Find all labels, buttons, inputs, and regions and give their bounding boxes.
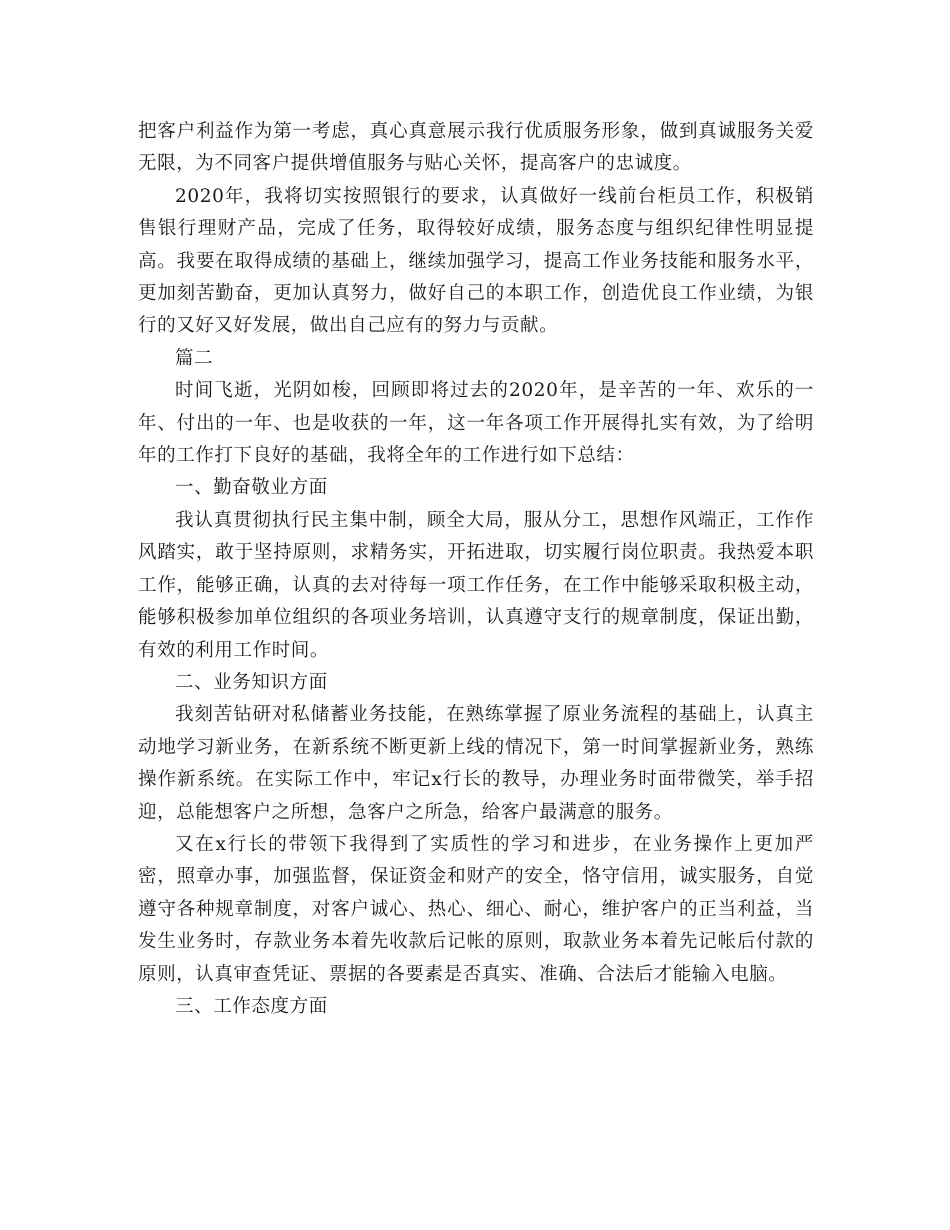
paragraph-business-knowledge: 我刻苦钻研对私储蓄业务技能，在熟练掌握了原业务流程的基础上，认真主动地学习新业务，在新系统不断更新上线的情况下，第一时间掌握新业务，熟练操作新系统。在实际工作中，牢记x行长的教导，办理业务时面带微笑，举手招迎，总能想客户之所想，急客户之所急，给客户最满意的服务。	[138, 704, 814, 823]
paragraph-2020-plan: 2020年，我将切实按照银行的要求，认真做好一线前台柜员工作，积极销售银行理财产品，完成了任务，取得较好成绩，服务态度与组织纪律性明显提高。我要在取得成绩的基础上，继续加强学习，提高工作业务技能和服务水平，更加刻苦勤奋，更加认真努力，做好自己的本职工作，创造优良工作业绩，为银行的又好又好发展，做出自己应有的努力与贡献。	[138, 185, 814, 337]
section-title-part-two: 篇二	[175, 347, 214, 369]
heading-diligence: 一、勤奋敬业方面	[175, 477, 328, 499]
paragraph-year-review: 时间飞逝，光阴如梭，回顾即将过去的2020年，是辛苦的一年、欢乐的一年、付出的一年、也是收获的一年，这一年各项工作开展得扎实有效，为了给明年的工作打下良好的基础，我将全年的工作进行如下总结：	[138, 380, 814, 467]
heading-business-knowledge: 二、业务知识方面	[175, 671, 328, 693]
paragraph-intro: 把客户利益作为第一考虑，真心真意展示我行优质服务形象，做到真诚服务关爱无限，为不同客户提供增值服务与贴心关怀，提高客户的忠诚度。	[138, 121, 814, 175]
document-body	[138, 116, 814, 1023]
heading-work-attitude: 三、工作态度方面	[175, 995, 328, 1017]
paragraph-operations: 又在x行长的带领下我得到了实质性的学习和进步，在业务操作上更加严密，照章办事，加强监督，保证资金和财产的安全，恪守信用，诚实服务，自觉遵守各种规章制度，对客户诚心、热心、细心、耐心，维护客户的正当利益，当发生业务时，存款业务本着先收款后记帐的原则，取款业务本着先记帐后付款的原则，认真审查凭证、票据的各要素是否真实、准确、合法后才能输入电脑。	[138, 833, 814, 985]
paragraph-diligence: 我认真贯彻执行民主集中制，顾全大局，服从分工，思想作风端正，工作作风踏实，敢于坚持原则，求精务实，开拓进取，切实履行岗位职责。我热爱本职工作，能够正确，认真的去对待每一项工作任务，在工作中能够采取积极主动，能够积极参加单位组织的各项业务培训，认真遵守支行的规章制度，保证出勤，有效的利用工作时间。	[138, 509, 814, 661]
